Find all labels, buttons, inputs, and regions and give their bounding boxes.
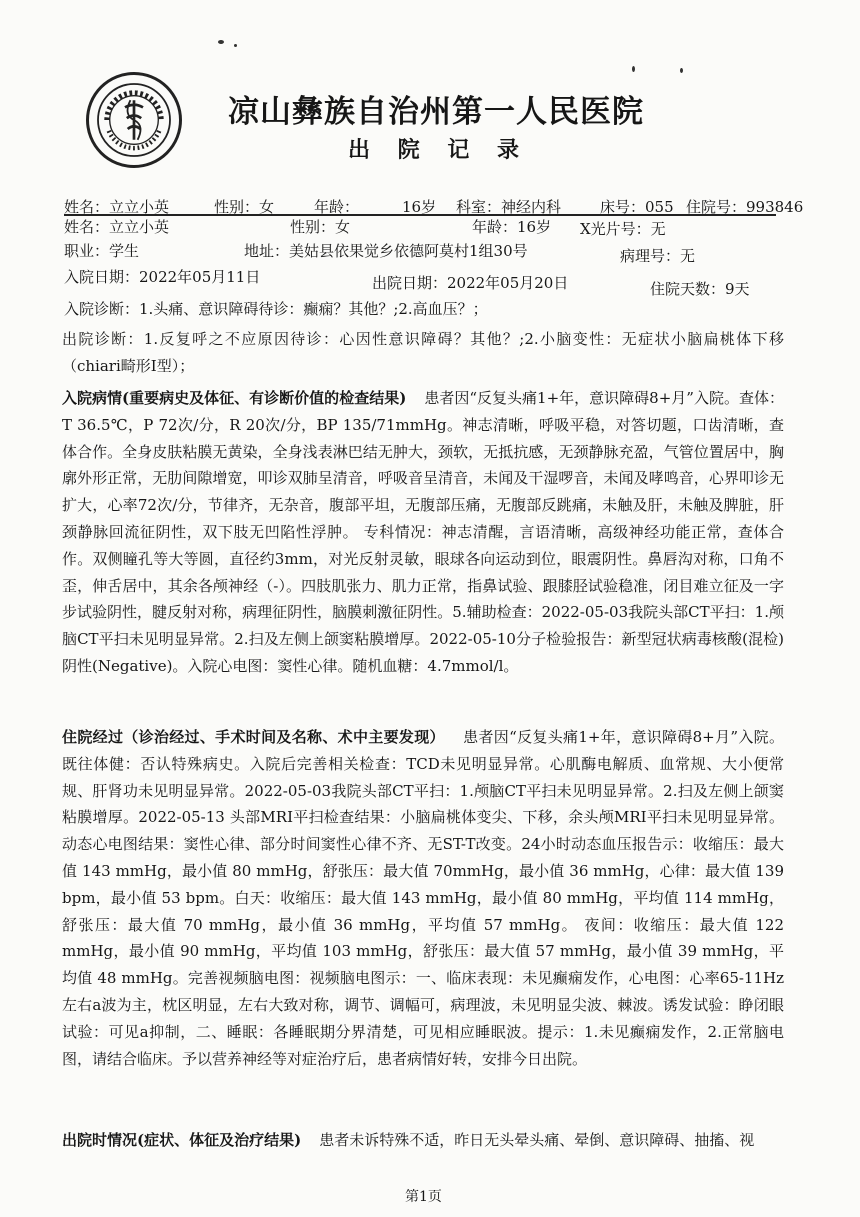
info-admission-date: 入院日期：2022年05月11日	[64, 268, 261, 286]
info-gender: 性别：女	[290, 218, 351, 236]
hospital-course-text: 患者因“反复头痛1+年，意识障碍8+月”入院。既往体健：否认特殊病史。入院后完善相关检查：TCD未见明显异常。心肌酶电解质、血常规、大小便常规、肝肾功未见明显异常。2022-05-03我院头部CT平扫：1.颅脑CT平扫未见明显异常。2.扫及左侧上颌窦粘膜增厚。2022-05-13 头部MRI平扫检查结果：小脑扁桃体变尖、下移，余头颅MRI平扫未见明显异常。动态心电图结果：窦性心律、部分时间窦性心律不齐、无ST-T改变。24小时动态血压报告示：收缩压：最大值 143 mmHg，最小值 80 mmHg，舒张压：最大值 70mmHg，最小值 36 mmHg，心律：最大值 139 bpm，最小值 53 bpm。白天：收缩压：最大值 143 mmHg，最小值 80 mmHg，平均值 114 mmHg，舒张压：最大值 70 mmHg，最小值 36 mmHg，平均值 57 mmHg。 夜间：收缩压：最大值 122 mmHg，最小值 90 mmHg，平均值 103 mmHg，舒张压：最大值 57 mmHg，最小值 39 mmHg，平均值 48 mmHg。完善视频脑电图：视频脑电图示：一、临床表现：未见癫痫发作，心电图：心率65-11Hz左右a波为主，枕区明显，左右大致对称，调节、调幅可，病理波，未见明显尖波、棘波。诱发试验：睁闭眼试验：可见a抑制，二、睡眠：各睡眠期分界清楚，可见相应睡眠波。提示：1.未见癫痫发作，2.正常脑电图，请结合临床。予以营养神经等对症治疗后，患者病情好转，安排今日出院。	[62, 728, 784, 1068]
admission-condition-text: 患者因“反复头痛1+年，意识障碍8+月”入院。查体：T 36.5℃，P 72次/分，R 20次/分，BP 135/71mmHg。神志清晰，呼吸平稳，对答切题，口齿清晰，查体合作。全身皮肤粘膜无黄染，全身浅表淋巴结无肿大，颈软，无抵抗感，无颈静脉充盈，气管位置居中，胸廓外形正常，无肋间隙增宽，叩诊双肺呈清音，呼吸音呈清音，未闻及干湿啰音，未闻及哮鸣音，心界叩诊无扩大，心率72次/分，节律齐，无杂音，腹部平坦，无腹部压痛，无腹部反跳痛，未触及肝，未触及脾脏，肝颈静脉回流征阴性，双下肢无凹陷性浮肿。 专科情况：神志清醒，言语清晰，高级神经功能正常，查体合作。双侧瞳孔等大等圆，直径约3mm，对光反射灵敏，眼球各向运动到位，眼震阴性。鼻唇沟对称，口角不歪，伸舌居中，其余各颅神经（-）。四肢肌张力、肌力正常，指鼻试验、跟膝胫试验稳准，闭目难立征及一字步试验阴性，腱反射对称，病理征阴性，脑膜刺激征阴性。5.辅助检查：2022-05-03我院头部CT平扫：1.颅脑CT平扫未见明显异常。2.扫及左侧上颌窦粘膜增厚。2022-05-10分子检验报告：新型冠状病毒核酸(混检) 阴性(Negative)。入院心电图：窦性心律。随机血糖：4.7mmol/l。	[62, 389, 784, 675]
discharge-condition-heading: 出院时情况(症状、体征及治疗结果)	[62, 1131, 302, 1149]
info-name: 姓名：立立小英	[64, 218, 170, 236]
hospital-emblem-icon	[89, 75, 179, 165]
info-occupation: 职业：学生	[64, 242, 140, 260]
scan-speck	[218, 40, 224, 44]
header-gender: 性别：女	[214, 198, 275, 216]
header-bed: 床号：055	[600, 198, 674, 216]
info-discharge-diagnosis: 出院诊断：1.反复呼之不应原因待诊：心因性意识障碍？其他？;2.小脑变性：无症状小脑扁桃体下移（chiari畸形I型）；	[62, 330, 784, 375]
info-hospital-days: 住院天数：9天	[650, 280, 750, 298]
header-inpatient-no: 住院号：993846	[686, 198, 804, 216]
scan-speck	[680, 68, 683, 73]
hospital-course-heading: 住院经过（诊治经过、手术时间及名称、术中主要发现）	[62, 728, 445, 746]
info-discharge-date: 出院日期：2022年05月20日	[372, 274, 569, 292]
hospital-name: 凉山彝族自治州第一人民医院	[228, 94, 644, 130]
info-admission-diagnosis: 入院诊断：1.头痛、意识障碍待诊：癫痫？其他？;2.高血压？；	[64, 300, 488, 318]
header-department: 科室：神经内科	[456, 198, 562, 216]
discharge-condition-section	[62, 1127, 784, 1154]
scan-speck	[632, 66, 635, 72]
document-title: 出 院 记 录	[348, 137, 529, 163]
header-age-value: 16岁	[402, 198, 437, 216]
page-number: 第1页	[405, 1189, 442, 1205]
scan-speck	[234, 44, 237, 47]
admission-condition-heading: 入院病情(重要病史及体征、有诊断价值的检查结果)	[62, 389, 407, 407]
header-age-label: 年龄：	[314, 198, 360, 216]
info-pathology-no: 病理号：无	[620, 247, 696, 265]
info-xray-no: X光片号：无	[580, 220, 666, 238]
info-age: 年龄：16岁	[472, 218, 552, 236]
hospital-logo	[86, 72, 182, 168]
header-name: 姓名：立立小英	[64, 198, 170, 216]
hospital-course-section	[62, 724, 784, 1072]
admission-condition-section	[62, 385, 784, 680]
info-address: 地址：美姑县依果觉乡依德阿莫村1组30号	[244, 242, 528, 260]
discharge-condition-text: 患者未诉特殊不适，昨日无头晕头痛、晕倒、意识障碍、抽搐、视	[319, 1131, 755, 1149]
patient-header-line	[64, 196, 804, 216]
